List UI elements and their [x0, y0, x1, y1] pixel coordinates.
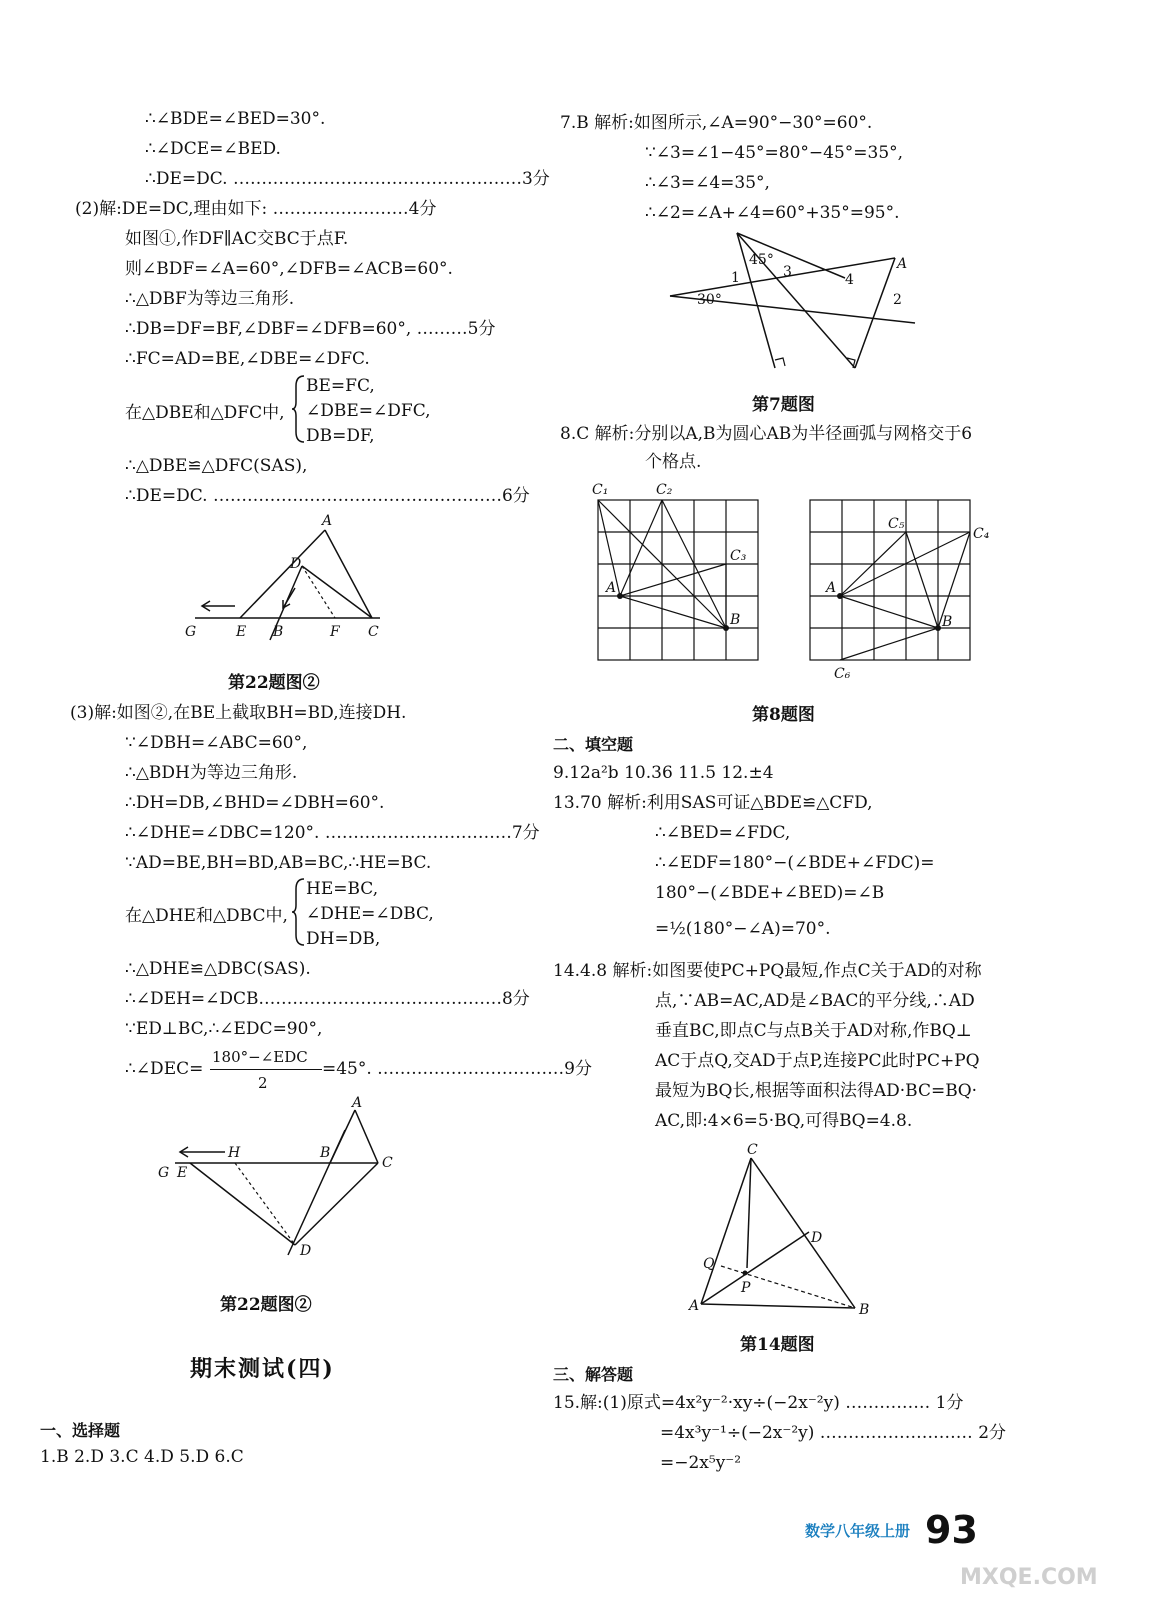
fig14-label: A — [689, 1298, 700, 1314]
fig14-label: Q — [703, 1256, 715, 1272]
fraction-bar — [210, 1069, 322, 1070]
text-line: 如图①,作DF∥AC交BC于点F. — [125, 229, 349, 249]
text-line: ∴△BDH为等边三角形. — [125, 763, 298, 783]
fig2-label: B — [320, 1145, 331, 1161]
text-line: 15.解:(1)原式=4x²y⁻²·xy÷(−2x⁻²y) …………… 1分 — [553, 1393, 964, 1413]
brace-icon — [292, 877, 306, 947]
fig2-label: E — [177, 1165, 188, 1181]
section-heading: 三、解答题 — [553, 1365, 634, 1384]
text-line: ∴∠3=∠4=35°, — [645, 173, 770, 193]
figure-caption: 第8题图 — [752, 705, 815, 725]
text-line: ∴∠EDF=180°−(∠BDE+∠FDC)= — [655, 853, 935, 873]
text-line: ∴∠2=∠A+∠4=60°+35°=95°. — [645, 203, 900, 223]
fig7-label: 1 — [731, 270, 740, 286]
fig8-label: B — [942, 614, 953, 630]
text-line: 13.70 解析:利用SAS可证△BDE≌△CFD, — [553, 793, 873, 813]
text-line: ∴∠BDE=∠BED=30°. — [145, 109, 326, 129]
fraction-numerator: 180°−∠EDC — [212, 1048, 308, 1066]
fig14-label: D — [811, 1230, 823, 1246]
text-line: BE=FC, — [306, 376, 375, 396]
fig2-label: D — [300, 1243, 312, 1259]
fig8-label: B — [730, 612, 741, 628]
text-line: =4x³y⁻¹÷(−2x⁻²y) ……………………… 2分 — [660, 1423, 1007, 1443]
section-heading: 二、填空题 — [553, 735, 634, 754]
text-line: ∵AD=BE,BH=BD,AB=BC,∴HE=BC. — [125, 853, 432, 873]
figure-22-1 — [180, 510, 400, 645]
fig8-label: C₃ — [730, 548, 747, 564]
text-line: ∵∠3=∠1−45°=80°−45°=35°, — [645, 143, 904, 163]
text-line: ∴△DBE≌△DFC(SAS), — [125, 456, 308, 476]
text-line: (3)解:如图②,在BE上截取BH=BD,连接DH. — [70, 703, 407, 723]
text-line: 在△DHE和△DBC中, — [125, 906, 288, 926]
text-line: 14.4.8 解析:如图要使PC+PQ最短,作点C关于AD的对称 — [553, 961, 982, 981]
fig1-label: E — [236, 624, 247, 640]
text-line: ∴∠DEC= — [125, 1059, 204, 1079]
text-line: 8.C 解析:分别以A,B为圆心AB为半径画弧与网格交于6 — [560, 424, 973, 444]
fig7-label: 45° — [749, 252, 774, 268]
text-line: ∴∠DEH=∠DCB.……………………………………8分 — [125, 989, 530, 1009]
text-line: 180°−(∠BDE+∠BED)=∠B — [655, 883, 885, 903]
answer-line: 1.B 2.D 3.C 4.D 5.D 6.C — [40, 1447, 244, 1467]
text-line: ∴△DBF为等边三角形. — [125, 289, 295, 309]
text-line: AC于点Q,交AD于点P,连接PC此时PC+PQ — [655, 1051, 980, 1071]
figure-caption: 第22题图② — [228, 673, 320, 693]
fig7-label: 4 — [845, 272, 854, 288]
text-line: ∴∠DCE=∠BED. — [145, 139, 281, 159]
figure-caption: 第14题图 — [740, 1335, 815, 1355]
section-heading: 一、选择题 — [40, 1421, 121, 1440]
fig8-label: C₁ — [592, 482, 609, 498]
fig8-label: A — [606, 580, 617, 596]
text-line: ∴DB=DF=BF,∠DBF=∠DFB=60°, ………5分 — [125, 319, 496, 339]
figure-caption: 第22题图② — [220, 1295, 312, 1315]
watermark: MXQE.COM — [960, 1565, 1098, 1590]
fig14-label: P — [741, 1280, 751, 1296]
fig1-label: B — [273, 624, 284, 640]
exam-title: 期末测试(四) — [190, 1356, 335, 1382]
figure-22-2 — [150, 1095, 410, 1270]
text-line: ∴FC=AD=BE,∠DBE=∠DFC. — [125, 349, 370, 369]
text-line: DH=DB, — [306, 929, 381, 949]
answer-line: 9.12a²b 10.36 11.5 12.±4 — [553, 763, 774, 783]
fig14-label: C — [747, 1142, 758, 1158]
text-line: HE=BC, — [306, 879, 379, 899]
fig7-label: 30° — [697, 292, 722, 308]
figure-8 — [590, 480, 990, 685]
fig1-label: G — [185, 624, 197, 640]
fig2-label: H — [228, 1145, 241, 1161]
fig14-label: B — [859, 1302, 870, 1318]
fig8-label: C₄ — [973, 526, 990, 542]
fig2-label: A — [352, 1095, 363, 1111]
text-line: DB=DF, — [306, 426, 375, 446]
figure-7 — [665, 228, 925, 378]
text-line: =45°. ……………………………9分 — [322, 1059, 592, 1079]
fig7-label: 2 — [893, 292, 902, 308]
text-line: =−2x⁵y⁻² — [660, 1453, 742, 1473]
brace-icon — [292, 374, 306, 444]
text-line: ∠DBE=∠DFC, — [306, 401, 431, 421]
text-line: 个格点. — [645, 452, 702, 472]
fig8-label: C₆ — [834, 666, 851, 682]
text-line: 在△DBE和△DFC中, — [125, 403, 285, 423]
text-line: ∴△DHE≌△DBC(SAS). — [125, 959, 311, 979]
fig8-label: C₂ — [656, 482, 673, 498]
text-line: ∠DHE=∠DBC, — [306, 904, 434, 924]
text-line: 点,∵AB=AC,AD是∠BAC的平分线,∴AD — [655, 991, 975, 1011]
page-number: 93 — [925, 1508, 978, 1552]
fig8-label: A — [826, 580, 837, 596]
footer-subject: 数学八年级上册 — [805, 1522, 911, 1540]
text-line: 最短为BQ长,根据等面积法得AD·BC=BQ· — [655, 1081, 978, 1101]
text-line: ∵∠DBH=∠ABC=60°, — [125, 733, 308, 753]
text-line: ∵ED⊥BC,∴∠EDC=90°, — [125, 1019, 323, 1039]
figure-caption: 第7题图 — [752, 395, 815, 415]
figure-14 — [685, 1138, 885, 1323]
text-line: ∴∠BED=∠FDC, — [655, 823, 791, 843]
fig2-label: G — [158, 1165, 170, 1181]
fig8-label: C₅ — [888, 516, 905, 532]
text-line: AC,即:4×6=5·BQ,可得BQ=4.8. — [655, 1111, 913, 1131]
fig2-label: C — [382, 1155, 393, 1171]
fraction-denominator: 2 — [258, 1074, 268, 1092]
text-line: (2)解:DE=DC,理由如下: ……………………4分 — [75, 199, 437, 219]
text-line: 垂直BC,即点C与点B关于AD对称,作BQ⊥ — [655, 1021, 972, 1041]
fig1-label: A — [322, 513, 333, 529]
fig1-label: F — [330, 624, 340, 640]
text-line: ∴∠DHE=∠DBC=120°. ……………………………7分 — [125, 823, 540, 843]
text-line: ∴DE=DC. ……………………………………………6分 — [125, 486, 530, 506]
text-line: =½(180°−∠A)=70°. — [655, 919, 831, 939]
text-line: ∴DH=DB,∠BHD=∠DBH=60°. — [125, 793, 385, 813]
fig1-label: D — [290, 556, 302, 572]
text-line: ∴DE=DC. ……………………………………………3分 — [145, 169, 550, 189]
fig1-label: C — [368, 624, 379, 640]
text-line: 则∠BDF=∠A=60°,∠DFB=∠ACB=60°. — [125, 259, 453, 279]
fig7-label: 3 — [783, 264, 792, 280]
fig7-label: A — [897, 256, 908, 272]
text-line: 7.B 解析:如图所示,∠A=90°−30°=60°. — [560, 113, 873, 133]
